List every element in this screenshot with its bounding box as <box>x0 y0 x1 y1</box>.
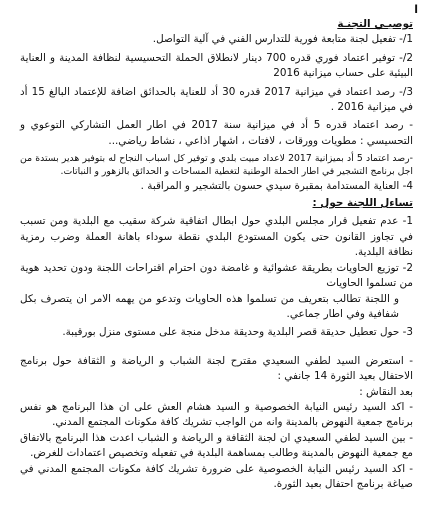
discussion-intro: - استعرض السيد لطفي السعيدي مقترح لجنة الشباب و الرياضة و الثقافة حول برنامج الاحتفال بعيد الثورة 14 جانفي : <box>20 354 413 383</box>
discussion-item-3: - اكد السيد رئيس النيابة الخصوصية على ضرورة تشريك كافة مكونات المجتمع المدني في صياغة برنامج احتفال بعيد الثورة. <box>20 462 413 490</box>
question-item-1: 1- عدم تفعيل قرار مجلس البلدي حول ابطال اتفاقية شركة سقيب مع البلدية ومن تسبب في تجاوز القانون حتى يكون المستودع البلدي نقطة سوداء باهانة العملة وضرب رمزية نظافة البلدية. <box>20 215 413 259</box>
recommendations-heading: توصيـي التجنـة <box>337 18 413 30</box>
recommendation-item-4: 4- العناية المستدامة بمقبرة سيدي حسون بالتشجير و المراقبة . <box>140 179 413 192</box>
discussion-label: بعد النقاش : <box>359 385 413 398</box>
question-item-3: 3- حول تعطيل حديقة قصر البلدية وحديقة مدخل منجة على مستوى منزل بورقيبة. <box>62 326 413 339</box>
recommendation-item-planting: -رصد اعتماد 5 أد بميزانية 2017 لاعداد مبيت بلدي و توفير كل اسباب النجاح له بتوفير هدير بستدة من اجل برنامج التشجير في اطار الحملة الوطنية لتغطية المساحات و الحدائق بالزهور و النباتات. <box>20 153 414 178</box>
page-marker: ا <box>414 3 418 16</box>
discussion-item-1: - اكد السيد رئيس النيابة الخصوصية و السيد هشام العش على ان هذا البرنامج هو نفس برنامج جمعية النهوض بالمدينة وانه من الواجب تشريك كافة مكونات المجتمع المدني. <box>20 400 413 429</box>
question-item-2-followup: و اللجنة تطالب بتعريف من تسلموا هذه الحاويات وتدعو من يهمه الامر ان يتصرف بكل شفافية وفي اطار جماعي. <box>20 292 399 320</box>
recommendation-item-awareness: - رصد اعتماد قدره 5 أد في ميزانية سنة 2017 في اطار العمل التشاركي التوعوي و التحسيسي : مطويات وورقات ، لافتات ، اشهار اذاعي ، نشاط رياضي... <box>20 119 413 147</box>
recommendation-item-3: 3/- رصد اعتماد في ميزانية 2017 قدره 30 أد للعناية بالحدائق اضافة للإعتماد البالغ 15 أد في ميزانية 2016 . <box>20 85 413 114</box>
recommendation-item-2: 2/- توفير اعتماد فوري قدره 700 دينار لانطلاق الحملة التحسيسية لنظافة المدينة و العناية البيئية على حساب ميزانية 2016 <box>20 51 413 80</box>
questions-heading: تساءل اللجنة حول : <box>312 197 413 210</box>
question-item-2: 2- توزيع الحاويات بطريقة عشوائية و غامضة دون احترام اقتراحات اللجنة ودون تحديد هوية من تسلموا الحاويات <box>20 261 413 290</box>
discussion-item-2: - بين السيد لطفي السعيدي ان لجنة الثقافة و الرياضة و الشباب اعدت هذا البرنامج بالاتفاق مع جمعية النهوض بالمدينة وطالب بمساهمة البلدية في تفعيله وتخصيص اعتمادات للغرض. <box>20 431 413 460</box>
recommendation-item-1: 1/- تفعيل لجنة متابعة فورية للتدارس الفني في آلية التواصل. <box>152 33 413 46</box>
